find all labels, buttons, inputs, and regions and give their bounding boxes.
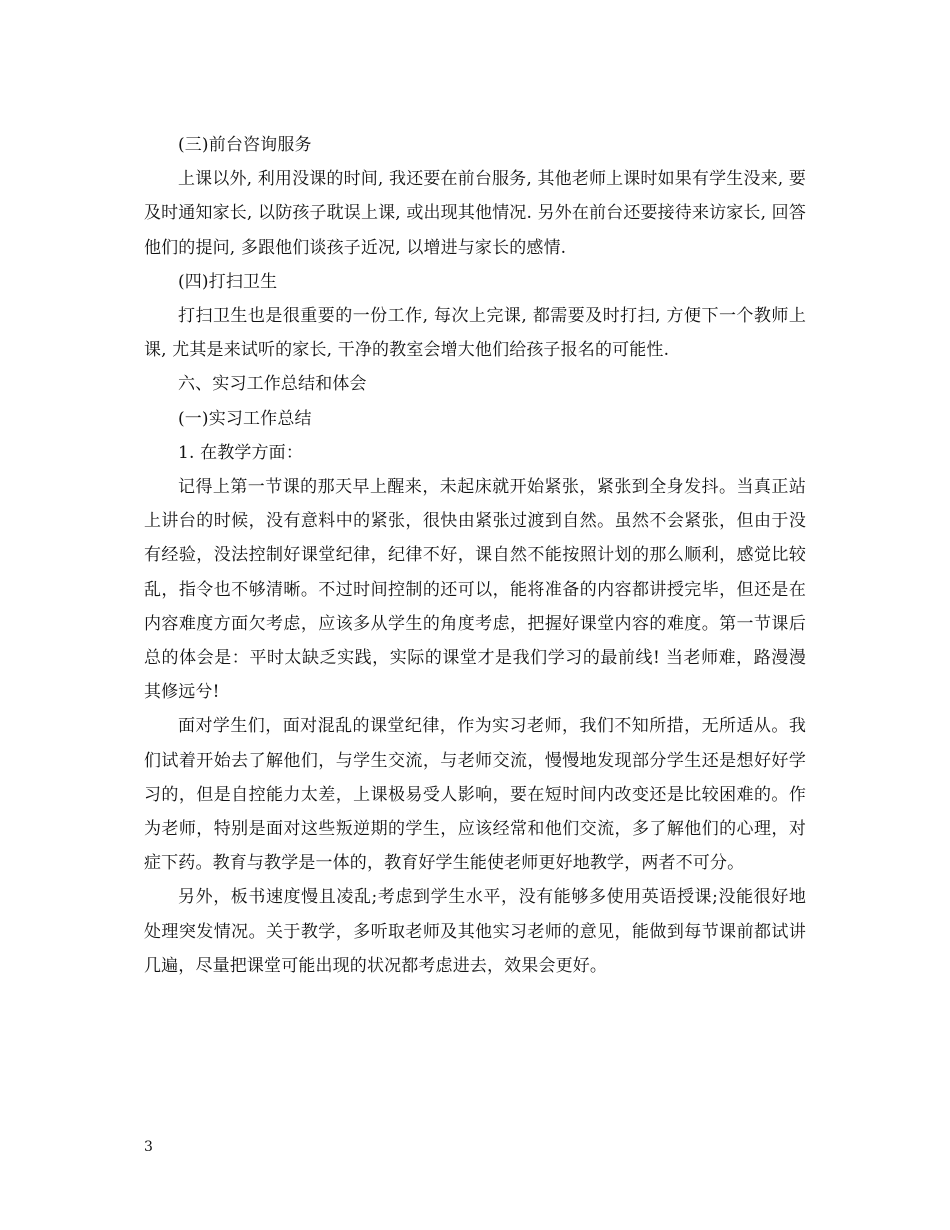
section-heading-front-desk: (三)前台咨询服务 (178, 135, 312, 155)
paragraph-additional-notes: 另外，板书速度慢且凌乱;考虑到学生水平，没有能够多使用英语授课;没能很好地处理突发情况。关于教学，多听取老师及其他实习老师的意见，能做到每节课前都试讲几遍，尽量把课堂可能出现的状况都考虑进去，效果会更好。 (144, 887, 806, 976)
paragraph-facing-students: 面对学生们，面对混乱的课堂纪律，作为实习老师，我们不知所措，无所适从。我们试着开始去了解他们，与学生交流，与老师交流，慢慢地发现部分学生还是想好好学习的，但是自控能力太差，上课极易受人影响，要在短时间内改变还是比较困难的。作为老师，特别是面对这些叛逆期的学生，应该经常和他们交流，多了解他们的心理，对症下药。教育与教学是一体的，教育好学生能使老师更好地教学，两者不可分。 (144, 716, 806, 874)
paragraph-cleaning: 打扫卫生也是很重要的一份工作, 每次上完课, 都需要及时打扫, 方便下一个教师上课, 尤其是来试听的家长, 干净的教室会增大他们给孩子报名的可能性. (144, 306, 806, 361)
chapter-heading-summary: 六、实习工作总结和体会 (178, 374, 367, 395)
section-heading-cleaning: (四)打扫卫生 (178, 271, 278, 292)
page-body (144, 128, 806, 983)
subheading-teaching: 1. 在教学方面： (178, 442, 303, 463)
paragraph-first-lesson: 记得上第一节课的那天早上醒来，未起床就开始紧张，紧张到全身发抖。当真正站上讲台的时候，没有意料中的紧张，很快由紧张过渡到自然。虽然不会紧张，但由于没有经验，没法控制好课堂纪律，纪律不好，课自然不能按照计划的那么顺利，感觉比较乱，指令也不够清晰。不过时间控制的还可以，能将准备的内容都讲授完毕，但还是在内容难度方面欠考虑，应该多从学生的角度考虑，把握好课堂内容的难度。第一节课后总的体会是：平时太缺乏实践，实际的课堂才是我们学习的最前线! 当老师难，路漫漫其修远兮! (144, 477, 806, 703)
page-number: 3 (144, 1139, 153, 1155)
section-heading-work-summary: (一)实习工作总结 (178, 408, 312, 429)
paragraph-front-desk: 上课以外, 利用没课的时间, 我还要在前台服务, 其他老师上课时如果有学生没来, 要及时通知家长, 以防孩子耽误上课, 或出现其他情况. 另外在前台还要接待来访家长, 回答他们的提问, 多跟他们谈孩子近况, 以增进与家长的感情. (144, 169, 806, 258)
